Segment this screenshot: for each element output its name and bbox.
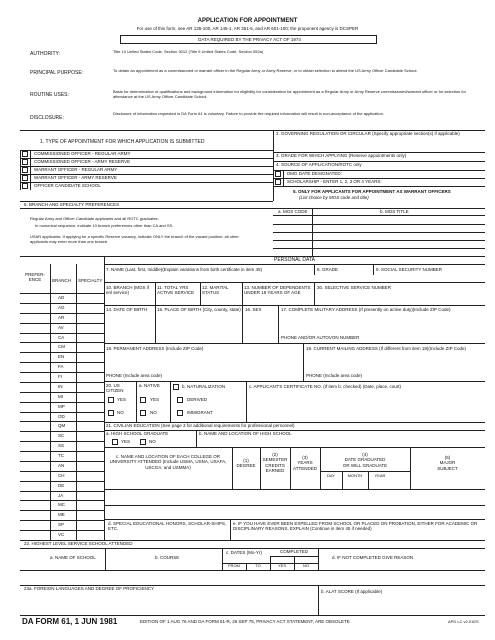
sec22-no: NO (303, 563, 309, 568)
sec22-a: a. NAME OF SCHOOL (50, 555, 96, 560)
branch-row-divider (20, 500, 104, 501)
native-yes-label: YES (150, 397, 160, 402)
branch-code-sp: SP (58, 522, 65, 528)
col-degree: (1) DEGREE (236, 458, 256, 469)
sec4-dmg-checkbox[interactable] (275, 171, 281, 177)
privacy-act-text: DATA REQUIRED BY THE PRIVACY ACT OF 1974 (198, 37, 301, 42)
hs-yes-checkbox[interactable] (112, 439, 118, 445)
sec4-scholarship-checkbox[interactable] (275, 179, 281, 185)
f21e-label: e. IF YOU HAVE EVER BEEN EXPELLED FROM SCHOOL OR PLACED ON PROBATION, EITHER FOR ACADEMIC OR DISCIPLINARY REASONS, EXPLAIN (Continue in item 45 if needed) (233, 521, 478, 532)
sec3-label: 3. GRADE FOR WHICH APPLYING (Reserve appointments only) (276, 153, 407, 158)
branch-code-mc: MC (58, 502, 65, 508)
sec1-option-1: COMMISSIONED OFFICER - REGULAR ARMY (34, 151, 131, 156)
native-no-checkbox[interactable] (140, 410, 146, 416)
sec22-d: d. IF NOT COMPLETED GIVE REASON (332, 555, 414, 560)
branch-row-divider (20, 382, 104, 383)
sec5-label: 5. ONLY FOR APPLICANTS FOR APPOINTMENT AS WARRANT OFFICERS (293, 189, 451, 194)
f18-label: 18. PERMANENT ADDRESS (Include ZIP Code) (106, 346, 204, 351)
col-specialty: SPECIALTY (78, 278, 103, 283)
branch-code-de: DE (58, 482, 65, 488)
sec6-label: 6. BRANCH AND SPECIALTY PREFERENCES (24, 202, 120, 207)
citizen-yes-label: YES (117, 397, 127, 402)
col-branch: BRANCH (52, 278, 72, 283)
branch-row-divider (20, 313, 104, 314)
branch-code-ss: SS (58, 443, 65, 449)
col-month: MONTH (347, 473, 363, 478)
f10-label: 10. BRANCH (MOS if enl service) (106, 285, 150, 295)
personal-data-title: PERSONAL DATA (273, 257, 316, 263)
f14-label: 14. DATE OF BIRTH (106, 307, 148, 312)
branch-row-divider (20, 471, 104, 472)
col-day: DAY (327, 473, 335, 478)
sec4-label: 4. SOURCE OF APPLICATION/ROTC only (276, 162, 362, 167)
hs-yes-label: YES (121, 439, 131, 444)
branch-code-ag: AG (58, 304, 65, 310)
citizen-yes-checkbox[interactable] (108, 397, 114, 403)
branch-row-divider (20, 491, 104, 492)
f17-phone: PHONE AND/OR AUTOVON NUMBER (281, 335, 360, 340)
branch-row-divider (20, 402, 104, 403)
branch-code-ca: CA (58, 334, 65, 340)
sec23a-label: 23a. FOREIGN LANGUAGES AND DEGREE OF PROFICIENCY (24, 586, 155, 591)
branch-row-divider (20, 333, 104, 334)
branch-code-od: OD (58, 413, 65, 419)
sec6-para3: USAR applicants: If applying for a specific Reserve vacancy, indicate ONLY the branch of the vacant position; all other applicants may enter more than one branch. (30, 234, 239, 244)
sec6-para1: Regular Army and Officer Candidate applicants and all ROTC graduates: (30, 216, 159, 221)
routine-uses-text: Basis for determination of qualifications and background information for eligibility for consideration for appointment as a Regular Army or Army Reserve commissioned/warrant officer or for selection for attendance at the US Army Officer Candidate School. (113, 89, 466, 99)
derived-label: DERIVED (187, 397, 208, 402)
branch-code-fa: FA (58, 364, 64, 370)
f15-label: 15. PLACE OF BIRTH (City, county, state) (157, 307, 241, 312)
f17-label: 17. COMPLETE MILITARY ADDRESS (If presently on active duty)(Include ZIP Code) (281, 307, 451, 312)
sec5-sub: (List choice by MOS code and title) (299, 195, 369, 200)
native-yes-checkbox[interactable] (140, 397, 146, 403)
authority-text: Title 10 United States Code, Section 3012 (Title 5 United States Code, Section 552a) (113, 49, 264, 54)
branch-row-divider (20, 392, 104, 393)
branch-row-divider (20, 342, 104, 343)
f16-label: 16. SEX (245, 307, 262, 312)
citizen-no-label: NO (117, 410, 124, 415)
form-number: DA FORM 61, 1 JUN 1981 (22, 617, 118, 626)
hs-no-checkbox[interactable] (140, 439, 146, 445)
sec22-c: c. DATES (Mo-Yr) (226, 550, 262, 555)
branch-code-tc: TC (58, 453, 64, 459)
branch-code-vc: VC (58, 532, 65, 538)
branch-row-divider (20, 530, 104, 531)
f21-label: 21. CIVILIAN EDUCATION (See page 3 for additional requirements for professional personnel) (106, 423, 295, 428)
branch-code-ar: AR (58, 314, 65, 320)
branch-code-qm: QM (58, 423, 66, 429)
sec1-option-3: WARRANT OFFICER - REGULAR ARMY (34, 167, 118, 172)
f19-label: 19. CURRENT MAILING ADDRESS (If different from item 18)(Include ZIP Code) (306, 346, 467, 351)
native-no-label: NO (150, 410, 157, 415)
branch-row-divider (20, 461, 104, 462)
f21c-label: c. NAME AND LOCATION OF EACH COLLEGE OR UNIVERSITY ATTENDED (Include USMA, USNA, USAFA, USCGA, and USMMA) (109, 454, 227, 470)
branch-code-me: ME (58, 512, 65, 518)
f13-label: 13. NUMBER OF DEPENDENTS UNDER 18 YEARS OF AGE (244, 285, 311, 295)
form-code: APD LC v2.01ES (448, 619, 479, 624)
sec1-label: 1. TYPE OF APPOINTMENT FOR WHICH APPLICATION IS SUBMITTED (40, 139, 205, 145)
sec22-from: FROM (228, 563, 240, 568)
branch-row-divider (20, 352, 104, 353)
f12-label: 12. MARITAL STATUS (202, 285, 229, 295)
sec5-col-b: b. MOS TITLE (380, 209, 409, 214)
f9-label: 9. SOCIAL SECURITY NUMBER (376, 267, 443, 272)
branch-code-ch: CH (58, 472, 65, 478)
sec22-label: 22. HIGHEST LEVEL SERVICE SCHOOL ATTENDED (24, 541, 133, 546)
branch-code-en: EN (58, 354, 65, 360)
branch-row-divider (20, 323, 104, 324)
naturalization-checkbox[interactable] (173, 384, 179, 390)
immigrant-label: IMMIGRANT (187, 410, 213, 415)
purpose-text: To obtain an appointment as a commissioned or warrant officer in the Regular Army or Army Reserve, or to obtain selection to attend the US Army Officer Candidate School. (113, 68, 418, 73)
sec1-option-3-checkbox[interactable] (22, 167, 28, 173)
immigrant-checkbox[interactable] (177, 410, 183, 416)
branch-code-ja: JA (58, 492, 64, 498)
branch-code-mi: MI (58, 393, 63, 399)
f8-label: 8. GRADE (317, 267, 339, 272)
sec22-yes: YES (277, 563, 286, 568)
authority-label: AUTHORITY: (30, 51, 61, 57)
branch-row-divider (20, 303, 104, 304)
col-preference: PREFER- ENCE (25, 272, 45, 282)
privacy-act-banner (120, 35, 377, 44)
form-subtitle: For use of this form, see AR 135-100, AR 145-1, AR 351-5, and AR 601-100; the proponent agency is DCSPER (136, 26, 359, 31)
branch-row-divider (20, 451, 104, 452)
sec1-option-4: WARRANT OFFICER - ARMY RESERVE (34, 175, 117, 180)
branch-code-fi: FI (58, 374, 62, 380)
col-years: (3) YEARS ATTENDED (293, 455, 317, 471)
branch-row-divider (20, 431, 104, 432)
sec4-dmg-label: DMG DATE DESIGNATED: (287, 171, 342, 176)
form-edition: EDITION OF 1 AUG 76 AND DA FORM 61-R, 26 SEP 75, PRIVACY ACT STATEMENT, ARE OBSOLETE (140, 619, 350, 624)
native-label: a. NATIVE (139, 383, 160, 388)
f19-phone: PHONE (Include area code) (306, 373, 363, 378)
sec1-option-1-checkbox[interactable] (22, 151, 28, 157)
sec1-option-5: OFFICER CANDIDATE SCHOOL (34, 183, 101, 188)
f21d-label: d. SPECIAL EDUCATIONAL HONORS, SCHOLAR-SHIPS, ETC. (108, 521, 227, 532)
col-year: YEAR (374, 473, 386, 478)
f11-label: 11. TOTAL YRS ACTIVE SERVICE (157, 285, 195, 295)
col-date-graduated: (4) DATE GRADUATED OR WILL GRADUATE (342, 452, 388, 468)
branch-row-divider (20, 441, 104, 442)
sec1-option-5-checkbox[interactable] (22, 183, 28, 189)
sec5-col-a: a. MOS CODE (278, 209, 308, 214)
sec1-option-2-checkbox[interactable] (22, 159, 28, 165)
form-title: APPLICATION FOR APPOINTMENT (197, 18, 298, 24)
f21a-label: a. HIGH SCHOOL GRADUATE (106, 431, 169, 436)
f20-label: 20. US CITIZEN (106, 383, 124, 393)
naturalization-label: b. NATURALIZATION (182, 384, 226, 389)
sec6-para2: In numerical sequence, indicate 10 branch preferences other than CA and SS. (35, 223, 174, 228)
branch-code-in: IN (58, 383, 63, 389)
branch-code-an: AN (58, 462, 65, 468)
disclosure-text: Disclosure of information requested in DA Form 61 is voluntary. Failure to provide the required information will result in non-acceptance of the application. (113, 111, 384, 116)
sec22-b: b. COURSE (155, 555, 180, 560)
f20-cert-label: c. APPLICANT'S CERTIFICATE NO. (If item b. checked) (Date, place, court) (249, 384, 401, 389)
sec22-completed: COMPLETED (280, 549, 309, 554)
routine-uses-label: ROUTINE USES: (30, 92, 69, 98)
branch-code-ad: AD (58, 295, 65, 300)
disclosure-label: DISCLOSURE: (30, 115, 64, 121)
sec22-to: TO (255, 563, 261, 568)
branch-code-mp: MP (58, 403, 65, 409)
derived-checkbox[interactable] (177, 397, 183, 403)
branch-code-av: AV (58, 324, 64, 330)
sec23b-label: b. ALAT SCORE (If applicable) (321, 589, 383, 594)
branch-row-divider (20, 362, 104, 363)
citizen-no-checkbox[interactable] (108, 410, 114, 416)
branch-row-divider (20, 520, 104, 521)
sec4-scholarship-label: SCHOLARSHIP - ENTER 1, 2, 3 OR 4 YEARS: (287, 179, 382, 184)
hs-no-label: NO (149, 439, 156, 444)
branch-row-divider (20, 372, 104, 373)
branch-code-cm: CM (58, 344, 65, 350)
f21b-label: b. NAME AND LOCATION OF HIGH SCHOOL (199, 431, 292, 436)
f14-label-note: 30. SELECTIVE SERVICE NUMBER (317, 285, 391, 290)
purpose-label: PRINCIPAL PURPOSE: (30, 70, 84, 76)
branch-row-divider (20, 481, 104, 482)
branch-code-sc: SC (58, 433, 65, 439)
col-credits: (2) SEMESTER CREDITS EARNED (262, 452, 288, 474)
f18-phone: PHONE (Include area code) (106, 373, 163, 378)
branch-row-divider (20, 412, 104, 413)
sec1-option-4-checkbox[interactable] (22, 175, 28, 181)
f7-label: 7. NAME (Last, first, middle)(Explain variations from birth certificate in item 45) (106, 267, 263, 272)
branch-row-divider (20, 421, 104, 422)
sec2-label: 2. GOVERNING REGULATION OR CIRCULAR (Specify appropriate section(s) if applicable) (276, 131, 460, 136)
branch-row-divider (20, 510, 104, 511)
sec1-option-2: COMMISSIONED OFFICER - ARMY RESERVE (34, 159, 131, 164)
col-major: (5) MAJOR SUBJECT (437, 455, 458, 471)
